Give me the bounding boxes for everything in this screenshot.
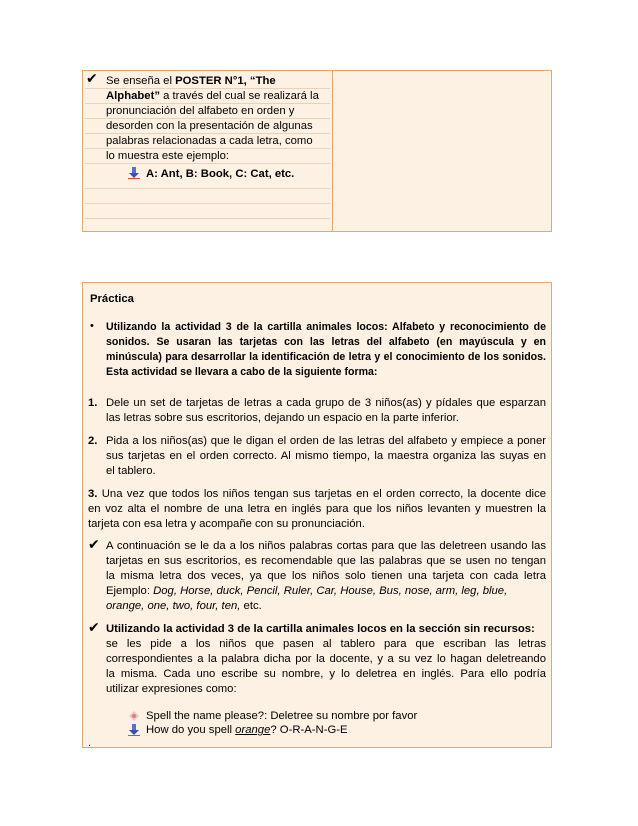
arrow-down-icon	[128, 167, 140, 179]
step-3-line-2: en voz alta el nombre de una letra en inglés para que los niños levanten y muestren la	[88, 503, 546, 515]
activity-line-2: sonidos. Se usaran las tarjetas con las letras del alfabeto (en mayúscula y en	[106, 336, 546, 348]
column-divider	[332, 71, 333, 231]
step-1-line-1: Dele un set de tarjetas de letras a cada grupo de 3 niños(as) y pídales que esparzan	[106, 397, 546, 409]
activity-line-1: Utilizando la actividad 3 de la cartilla animales locos: Alfabeto y reconocimiento de	[106, 321, 546, 333]
board-line-4: utilizar expresiones como:	[106, 683, 237, 695]
step-3-line-3: tarjeta con esa letra y acompañe con su pronunciación.	[88, 518, 365, 530]
board-line-1: se les pide a los niños que pasen al tablero para que escriban las letras	[106, 638, 546, 650]
spelling-example-line: Ejemplo: Dog, Horse, duck, Pencil, Ruler, Car, House, Bus, nose, arm, leg, blue,	[106, 585, 508, 597]
activity-line-3: minúscula) para desarrollar la identificación de letra y el conocimiento de los sonidos.	[106, 351, 546, 363]
final-period: .	[88, 737, 92, 749]
spelling-line-3: la misma letra dos veces, ya que los niños solo tienen una tarjeta con cada letra	[106, 570, 546, 582]
step-2-number: 2.	[88, 435, 98, 447]
board-line-2: correspondientes a la palabra dicha por la docente, y a su vez lo hagan deletreando	[106, 653, 546, 665]
bullet-dot: •	[90, 320, 94, 332]
board-line-3: la misma. Cada uno escribe su nombre, y lo deletrea en inglés. Para ello podría	[106, 668, 546, 680]
expression-1: Spell the name please?: Deletree su nombre por favor	[146, 710, 418, 722]
step-2-line-3: el tablero.	[106, 465, 156, 477]
step-1-line-2: las letras sobre sus escritorios, dejando un espacio en la parte inferior.	[106, 412, 459, 424]
expression-2: How do you spell orange? O-R-A-N-G-E	[146, 724, 348, 736]
row-rule	[85, 203, 330, 204]
arrow-down-icon	[128, 724, 140, 736]
step-1-number: 1.	[88, 397, 98, 409]
practice-heading: Práctica	[90, 293, 134, 305]
spelling-example-line-2: orange, one, two, four, ten, etc.	[106, 600, 262, 612]
intro-line-6: lo muestra este ejemplo:	[106, 150, 230, 162]
intro-line-2: Alphabet” a través del cual se realizará la	[106, 90, 319, 102]
row-rule	[85, 218, 330, 219]
step-2-line-1: Pida a los niños(as) que le digan el orden de las letras del alfabeto y empiece a poner	[106, 435, 546, 447]
intro-line-5: palabras relacionadas a cada letra, como	[106, 135, 313, 147]
diamond-bullet-icon	[128, 710, 140, 722]
spelling-line-1: A continuación se le da a los niños palabras cortas para que las deletreen usando las	[106, 540, 546, 552]
spelling-line-2: tarjetas en sus escritorios, es recomendable que las palabras que se usen no tengan	[106, 555, 546, 567]
alphabet-example: A: Ant, B: Book, C: Cat, etc.	[146, 168, 295, 180]
step-3-line-1: 3. Una vez que todos los niños tengan sus tarjetas en el orden correcto, la docente dice	[88, 488, 546, 500]
checkmark-icon: ✔	[86, 71, 98, 87]
row-rule	[85, 188, 330, 189]
intro-line-3: pronunciación del alfabeto en orden y	[106, 105, 295, 117]
checkmark-icon: ✔	[88, 537, 100, 553]
board-activity-title: Utilizando la actividad 3 de la cartilla animales locos en la sección sin recursos:	[106, 623, 535, 635]
intro-line-4: desorden con la presentación de algunas	[106, 120, 313, 132]
step-2-line-2: sus tarjetas en el orden correcto. Al mismo tiempo, la maestra organiza las suyas en	[106, 450, 546, 462]
intro-line-1: Se enseña el POSTER N°1, “The	[106, 75, 276, 87]
checkmark-icon: ✔	[88, 620, 100, 636]
activity-line-4: Esta actividad se llevara a cabo de la siguiente forma:	[106, 366, 378, 378]
